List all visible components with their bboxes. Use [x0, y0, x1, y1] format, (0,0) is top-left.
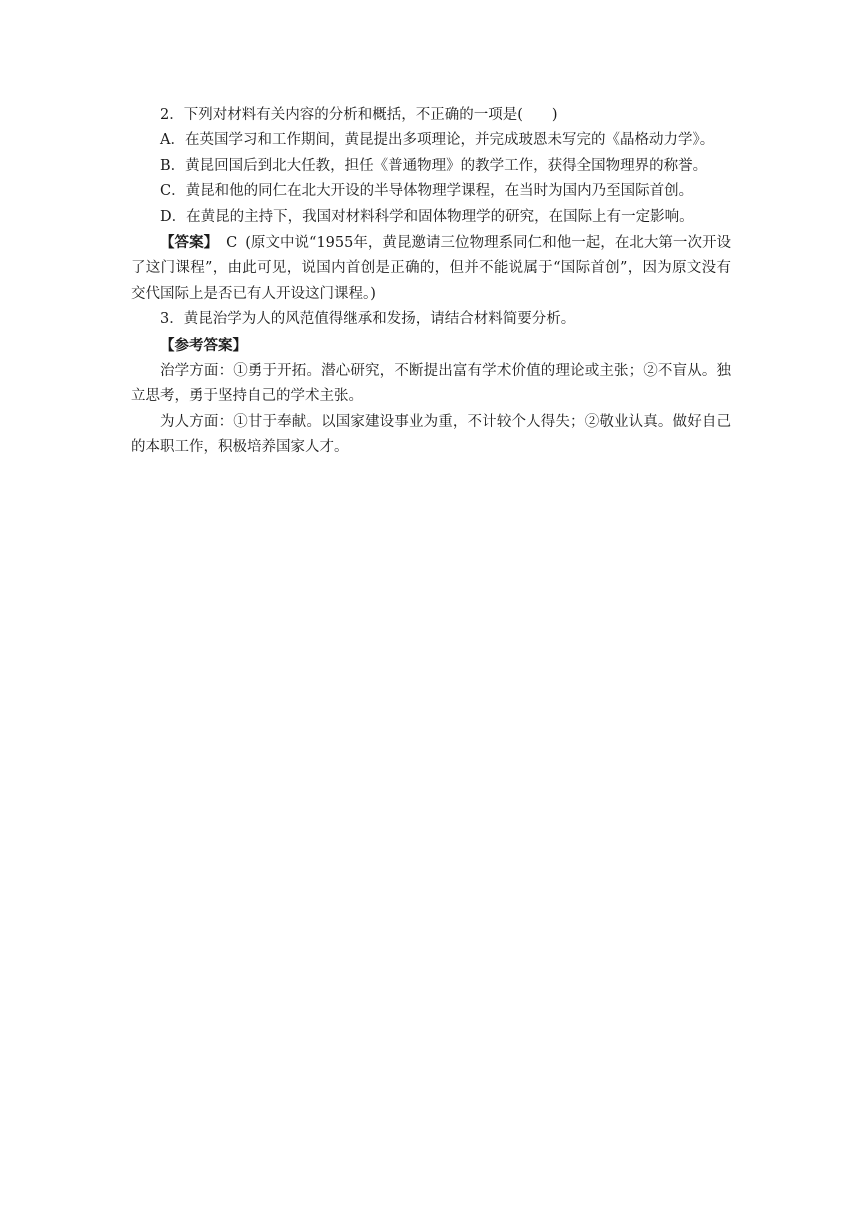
- document-content: [131, 103, 731, 461]
- answer-key: C: [226, 235, 238, 252]
- answer-label: 【答案】: [160, 234, 219, 252]
- option-d: D．在黄昆的主持下，我国对材料科学和固体物理学的研究，在国际上有一定影响。: [160, 208, 694, 225]
- answer-explanation: (原文中说“1955年，黄昆邀请三位物理系同仁和他一起，在北大第一次开设了这门课程”，由此可见，说国内首创是正确的，但并不能说属于“国际首创”，因为原文没有交代国际上是否已有人开设这门课程。): [131, 235, 732, 302]
- answer-paragraph: [131, 230, 731, 307]
- option-b: B．黄昆回国后到北大任教，担任《普通物理》的教学工作，获得全国物理界的称誉。: [160, 157, 708, 174]
- option-a: A．在英国学习和工作期间，黄昆提出多项理论，并完成玻恩未写完的《晶格动力学》。: [160, 132, 715, 149]
- reference-answer-study: 治学方面：①勇于开拓。潜心研究，不断提出富有学术价值的理论或主张；②不盲从。独立思考，勇于坚持自己的学术主张。: [131, 363, 731, 405]
- reference-answer-conduct: 为人方面：①甘于奉献。以国家建设事业为重，不计较个人得失；②敬业认真。做好自己的本职工作，积极培养国家人才。: [131, 413, 731, 456]
- question-2-stem: 2．下列对材料有关内容的分析和概括，不正确的一项是( ): [160, 107, 558, 123]
- question-3-stem: 3．黄昆治学为人的风范值得继承和发扬，请结合材料简要分析。: [160, 311, 576, 328]
- reference-answer-label: 【参考答案】: [159, 336, 247, 354]
- option-c: C．黄昆和他的同仁在北大开设的半导体物理学课程，在当时为国内乃至国际首创。: [160, 183, 694, 200]
- reference-answer-line: [131, 333, 731, 359]
